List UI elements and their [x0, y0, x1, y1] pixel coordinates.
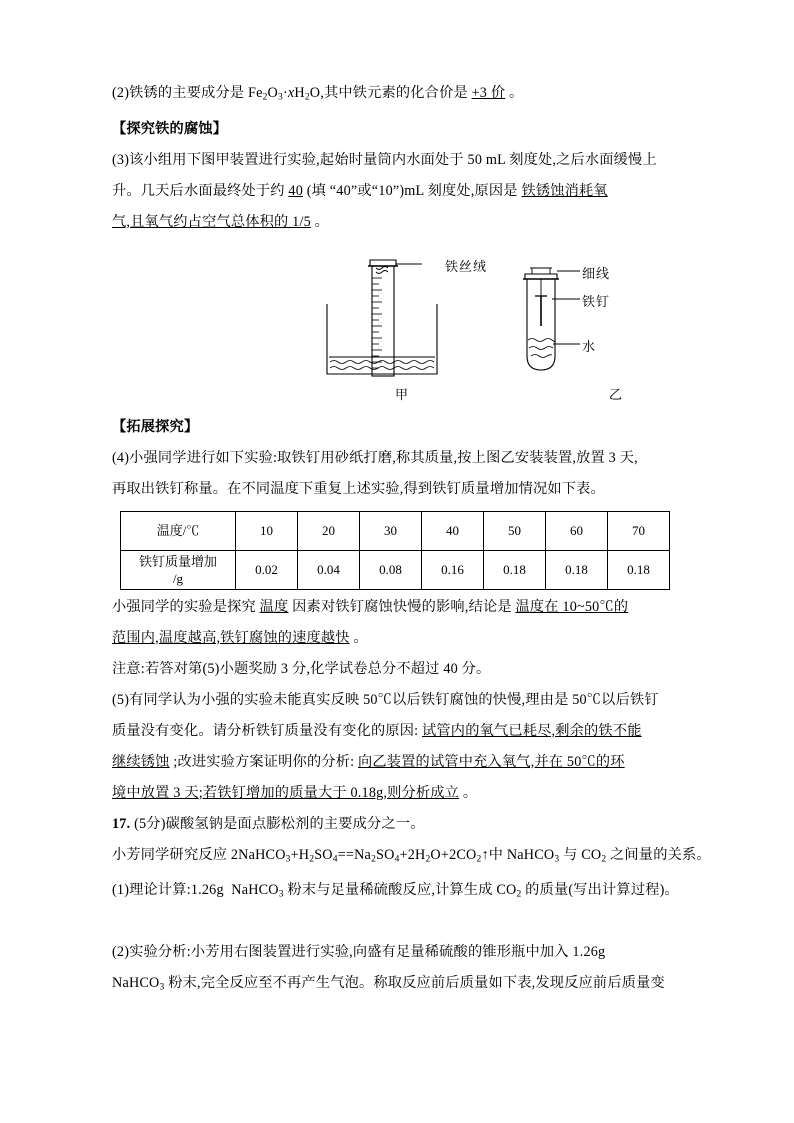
q5-answer-2: 继续锈蚀: [112, 753, 170, 770]
label-nail: 铁钉: [582, 293, 611, 309]
question-5-line3: [112, 747, 682, 778]
note-text: 注意:若答对第(5)小题奖励 3 分,化学试卷总分不超过 40 分。: [112, 660, 491, 677]
table-cell-mass-6: 0.18: [608, 550, 670, 589]
question-4b-line1: [112, 592, 682, 623]
table-cell-temp-4: 50: [484, 511, 546, 550]
table-cell-mass-2: 0.08: [360, 550, 422, 589]
table-header-mass-gain: [121, 550, 236, 589]
question-17-sub2-line1: (2)实验分析:小芳用右图装置进行实验,向盛有足量稀硫酸的锥形瓶中加入 1.26g: [112, 943, 606, 960]
question-4-line2: 再取出铁钉称量。在不同温度下重复上述实验,得到铁钉质量增加情况如下表。: [112, 480, 605, 497]
caption-device-a: 甲: [395, 386, 410, 402]
q5-answer-4: 境中放置 3 天;若铁钉增加的质量大于 0.18g,则分析成立: [112, 784, 460, 801]
experiment-figure: [112, 244, 682, 412]
question-4-line1: (4)小强同学进行如下实验:取铁钉用砂纸打磨,称其质量,按上图乙安装装置,放置 3 天,: [112, 449, 638, 466]
table-cell-mass-3: 0.16: [422, 550, 484, 589]
table-cell-temp-5: 60: [546, 511, 608, 550]
q5-answer-1: 试管内的氧气已耗尽,剩余的铁不能: [422, 722, 642, 739]
q3-l3b: 。: [314, 213, 330, 230]
q2-suffix: 。: [509, 85, 524, 101]
question-17-line1: [112, 840, 711, 876]
question-4b-line2: [112, 623, 682, 654]
label-iron-wool: 铁丝绒: [445, 258, 488, 274]
question-3-line3: [112, 207, 682, 238]
table-cell-temp-2: 30: [360, 511, 422, 550]
q3-l2b: (填 “40”或“10”)mL 刻度处,原因是: [306, 182, 518, 199]
q4b-l1a: 小强同学的实验是探究: [112, 598, 256, 615]
table-header-temperature: 温度/℃: [121, 511, 236, 550]
table-cell-temp-1: 20: [298, 511, 360, 550]
table-cell-mass-1: 0.04: [298, 550, 360, 589]
q5-answer-3: 向乙装置的试管中充入氧气,并在 50℃的环: [358, 753, 625, 770]
q3-answer-3: 气,且氧气约占空气总体积的 1/5: [112, 213, 311, 230]
q5-l2a: 质量没有变化。请分析铁钉质量没有变化的原因:: [112, 722, 419, 739]
q17-title-text: (5分)碳酸氢钠是面点膨松剂的主要成分之一。: [134, 815, 425, 832]
q3-l2a: 升。几天后水面最终处于约: [112, 182, 285, 199]
q2-prefix: (2)铁锈的主要成分是 $Fe_2O_3\cdot xH_2O$,其中铁元素的化合价是: [112, 85, 468, 103]
heading-extended-inquiry: 【拓展探究】: [112, 418, 199, 435]
table-header-mass-gain-l2: /g: [172, 570, 184, 586]
q4b-l1b: 因素对铁钉腐蚀快慢的影响,结论是: [292, 598, 512, 615]
question-17-sub2-line2: NaHCO$_3$ 粉末,完全反应至不再产生气泡。称取反应前后质量如下表,发现反应前后质量变: [112, 974, 665, 993]
q5-l3b: ;改进实验方案证明你的分析:: [173, 753, 355, 770]
table-cell-temp-3: 40: [422, 511, 484, 550]
q2-answer: +3 价: [471, 85, 506, 101]
question-5-line4: [112, 778, 682, 809]
question-3-line1: (3)该小组用下图甲装置进行实验,起始时量筒内水面处于 50 mL 刻度处,之后水面缓慢上: [112, 151, 657, 168]
question-17-sub1: (1)理论计算:1.26g NaHCO$_3$ 粉末与足量稀硫酸反应,计算生成 $CO_2$ 的质量(写出计算过程)。: [112, 882, 679, 900]
q3-answer-2: 铁锈蚀消耗氧: [521, 182, 608, 199]
table-cell-mass-5: 0.18: [546, 550, 608, 589]
question-2: [112, 78, 682, 114]
heading-explore-corrosion: 【探究铁的腐蚀】: [112, 120, 228, 137]
q4b-answer-2: 温度在 10~50℃的: [515, 598, 629, 615]
label-water: 水: [582, 338, 597, 354]
question-5-line2: [112, 716, 682, 747]
table-cell-mass-4: 0.18: [484, 550, 546, 589]
table-row-temperature: [121, 511, 670, 550]
question-5-line1: (5)有同学认为小强的实验未能真实反映 50℃以后铁钉腐蚀的快慢,理由是 50℃以后铁钉: [112, 691, 659, 708]
table-cell-temp-0: 10: [236, 511, 298, 550]
table-header-mass-gain-l1: 铁钉质量增加: [138, 553, 217, 569]
experiment-data-table: [120, 511, 670, 590]
q17-l1-pre: 小芳同学研究反应 $2NaHCO_3+H_2SO_4==Na_2SO_4+2H_2O+2CO_2↑$中 NaHCO$_3$ 与 $CO_2$ 之间量的关系。: [112, 846, 711, 865]
q17-number: 17.: [112, 815, 131, 832]
q5-l4b: 。: [462, 784, 478, 801]
label-thread: 细线: [582, 265, 611, 281]
q3-answer-1: 40: [288, 182, 303, 199]
caption-device-b: 乙: [609, 386, 624, 402]
q4b-answer-3: 范围内,温度越高,铁钉腐蚀的速度越快: [112, 629, 350, 646]
table-cell-temp-6: 70: [608, 511, 670, 550]
table-row-mass-gain: [121, 550, 670, 589]
q4b-answer-1: 温度: [259, 598, 289, 615]
question-17-title: [112, 809, 682, 840]
question-3-line2: [112, 176, 682, 207]
q4b-l2b: 。: [353, 629, 368, 646]
table-cell-mass-0: 0.02: [236, 550, 298, 589]
